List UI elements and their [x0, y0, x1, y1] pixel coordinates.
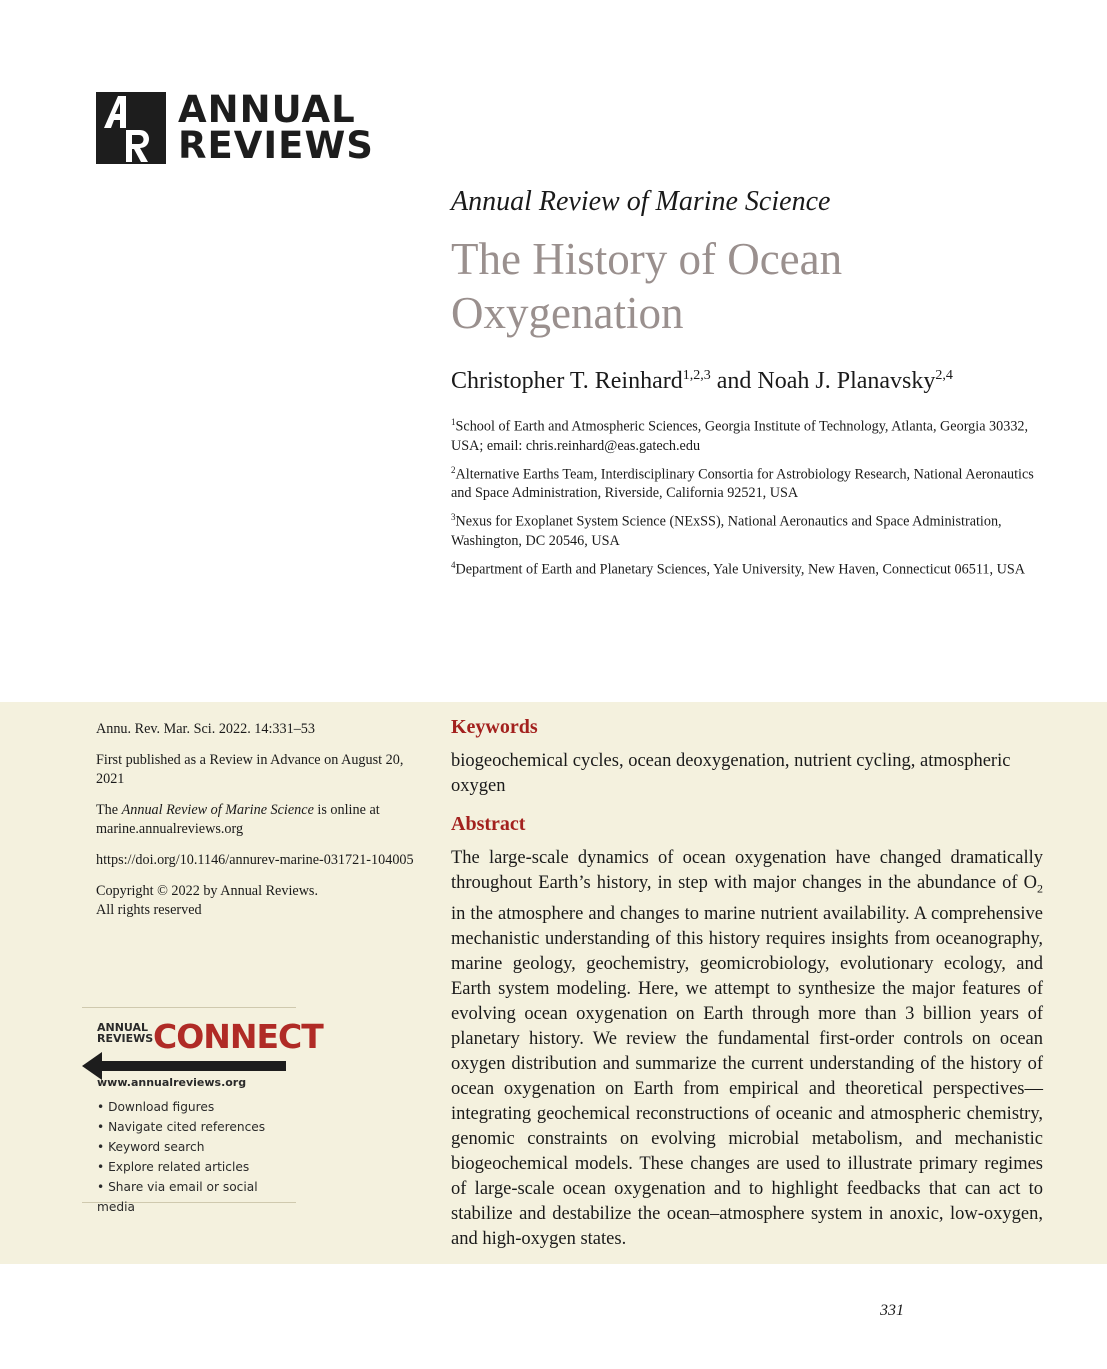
- list-item: • Keyword search: [97, 1140, 205, 1154]
- connect-ar-line-2: REVIEWS: [97, 1032, 154, 1045]
- abstract-section: [451, 716, 1043, 1252]
- affiliations: [451, 413, 1051, 585]
- keywords-heading: Keywords: [451, 716, 538, 738]
- connect-ar-wordmark: [97, 1022, 153, 1044]
- author-1-affil-marks: 1,2,3: [682, 368, 711, 383]
- connect-url[interactable]: www.annualreviews.org: [97, 1076, 247, 1089]
- author-line: [451, 368, 953, 395]
- online-post: is online at marine.annualreviews.org: [96, 802, 380, 837]
- abstract-part-2: in the atmosphere and changes to marine nutrient availability. A comprehensive mechanistic understanding of this history requires insights from oceanography, marine geology, geochemistry, geomicrobiology, evolutionary ecology, and Earth system modeling. Here, we attempt to synthesize the major features of evolving ocean oxygenation on Earth through more than 3 billion years of planetary history. We review the fundamental first-order controls on ocean oxygen distribution and summarize the current understanding of the history of ocean oxygenation on Earth from empirical and theoretical perspectives—integrating geochemical reconstructions of oceanic and atmospheric chemistry, genomic constraints on evolving microbial metabolism, and mechanistic biogeochemical models. These changes are used to illustrate primary regimes of large-scale ocean oxygenation and to highlight feedbacks that can act to stabilize and destabilize the ocean–atmosphere system in anoxic, low-oxygen, and high-oxygen states.: [451, 903, 1043, 1249]
- list-item: • Explore related articles: [97, 1160, 250, 1174]
- online-availability: [96, 801, 416, 839]
- affiliation-text: School of Earth and Atmospheric Sciences, Georgia Institute of Technology, Atlanta, Georgia 30332, USA; email: chris.reinhard@eas.gatech.edu: [451, 418, 1029, 454]
- affiliation-text: Department of Earth and Planetary Sciences, Yale University, New Haven, Connecticut 06511, USA: [455, 561, 1025, 578]
- abstract-subscript: 2: [1037, 881, 1043, 896]
- list-item: • Share via email or social media: [97, 1180, 258, 1214]
- citation: Annu. Rev. Mar. Sci. 2022. 14:331–53: [96, 721, 315, 737]
- ar-logo-mark-icon: [96, 92, 166, 164]
- author-1: Christopher T. Reinhard: [451, 368, 683, 394]
- article-info-sidebar: [96, 720, 416, 932]
- author-conjunction: and: [710, 368, 758, 394]
- affiliation-number: 4: [451, 560, 456, 571]
- keywords-text: biogeochemical cycles, ocean deoxygenation, nutrient cycling, atmospheric oxygen: [451, 751, 1011, 796]
- journal-name: Annual Review of Marine Science: [451, 186, 831, 217]
- list-item: • Download figures: [97, 1100, 215, 1114]
- online-journal-name: Annual Review of Marine Science: [121, 802, 314, 818]
- affiliation-text: Nexus for Exoplanet System Science (NExSS), National Aeronautics and Space Administration, Washington, DC 20546, USA: [451, 514, 1002, 550]
- affiliation-item: [451, 413, 1051, 456]
- affiliation-number: 3: [451, 512, 456, 523]
- affiliation-number: 2: [451, 464, 456, 475]
- affiliation-item: [451, 556, 1051, 580]
- author-2: Noah J. Planavsky: [757, 368, 936, 394]
- author-2-affil-marks: 2,4: [935, 368, 953, 383]
- connect-box[interactable]: [82, 1007, 323, 1214]
- affiliation-number: 1: [451, 417, 456, 427]
- logo-line-2: REVIEWS: [178, 124, 374, 167]
- affiliation-item: [451, 461, 1051, 504]
- logo-line-1: ANNUAL: [178, 88, 356, 131]
- article-title: The History of Ocean Oxygenation: [451, 234, 843, 338]
- doi-link[interactable]: https://doi.org/10.1146/annurev-marine-031721-104005: [96, 852, 414, 868]
- abstract-heading: Abstract: [451, 813, 526, 835]
- copyright-line: Copyright © 2022 by Annual Reviews.: [96, 883, 319, 899]
- list-item: • Navigate cited references: [97, 1120, 266, 1134]
- logo-wordmark: [178, 88, 374, 167]
- affiliation-text: Alternative Earths Team, Interdisciplinary Consortia for Astrobiology Research, National Aeronautics and Space Administration, Riverside, California 92521, USA: [451, 466, 1034, 502]
- first-published: First published as a Review in Advance on August 20, 2021: [96, 752, 404, 787]
- online-pre: The: [96, 802, 122, 818]
- connect-ar-line-1: ANNUAL: [97, 1021, 149, 1034]
- affiliation-item: [451, 508, 1051, 551]
- copyright: [96, 882, 416, 920]
- connect-word: CONNECT: [153, 1017, 323, 1056]
- abstract-part-1: The large-scale dynamics of ocean oxygenation have changed dramatically throughout Earth’s history, in step with major changes in the abundance of O: [451, 848, 1043, 893]
- annual-reviews-logo: [96, 88, 374, 167]
- connect-feature-list: [97, 1097, 296, 1217]
- page-number: 331: [880, 1302, 904, 1319]
- abstract-text: [451, 846, 1043, 1252]
- rights-line: All rights reserved: [96, 902, 202, 918]
